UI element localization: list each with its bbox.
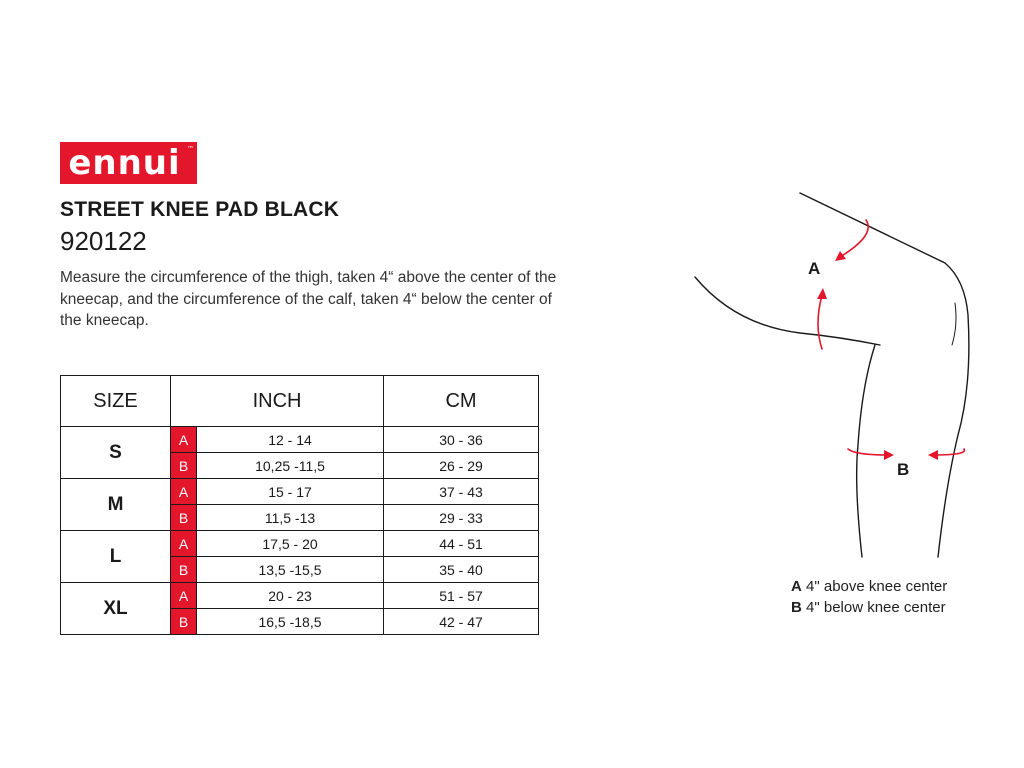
size-cell: XL — [61, 583, 171, 635]
arrow-a-top — [840, 220, 868, 257]
inch-cell: 11,5 -13 — [197, 505, 384, 531]
table-row — [61, 531, 539, 557]
measure-label-a: A — [171, 531, 197, 557]
size-cell: L — [61, 531, 171, 583]
header-cm: CM — [384, 376, 539, 427]
table-header-row — [61, 376, 539, 427]
cm-cell: 42 - 47 — [384, 609, 539, 635]
cm-cell: 30 - 36 — [384, 427, 539, 453]
measure-instructions: Measure the circumference of the thigh, taken 4“ above the center of the kneecap, and the circumference of the calf, taken 4“ below the center of the kneecap. — [60, 269, 557, 329]
inch-cell: 15 - 17 — [197, 479, 384, 505]
legend-text-a: 4" above knee center — [806, 578, 948, 595]
inch-cell: 17,5 - 20 — [197, 531, 384, 557]
arrow-b-left — [848, 449, 888, 455]
knee-measurement-diagram — [690, 185, 990, 575]
diagram-label-b: B — [897, 460, 910, 479]
measure-label-b: B — [171, 609, 197, 635]
measure-label-b: B — [171, 453, 197, 479]
size-cell: S — [61, 427, 171, 479]
size-chart-table — [60, 375, 539, 635]
arrow-a-bottom — [818, 295, 822, 349]
arrow-b-right — [934, 449, 964, 455]
legend-letter-b: B — [791, 599, 802, 616]
inch-cell: 13,5 -15,5 — [197, 557, 384, 583]
inch-cell: 12 - 14 — [197, 427, 384, 453]
inch-cell: 10,25 -11,5 — [197, 453, 384, 479]
header-inch: INCH — [171, 376, 384, 427]
measure-label-a: A — [171, 427, 197, 453]
diagram-label-a: A — [808, 259, 821, 278]
cm-cell: 37 - 43 — [384, 479, 539, 505]
measure-label-b: B — [171, 557, 197, 583]
cm-cell: 35 - 40 — [384, 557, 539, 583]
legend-letter-a: A — [791, 578, 802, 595]
legend-text-b: 4" below knee center — [806, 599, 946, 616]
kneecap-outline — [952, 303, 956, 345]
measure-legend — [791, 576, 947, 618]
measure-label-b: B — [171, 505, 197, 531]
measure-label-a: A — [171, 583, 197, 609]
product-code: 920122 — [60, 226, 147, 256]
legend-item-a — [791, 576, 947, 597]
arrow-a-top-head — [835, 251, 846, 261]
header-size: SIZE — [61, 376, 171, 427]
inch-cell: 16,5 -18,5 — [197, 609, 384, 635]
thigh-bottom-outline — [695, 277, 880, 345]
brand-logo — [60, 142, 197, 184]
trademark-mark: ™ — [187, 145, 194, 153]
thigh-top-outline — [800, 193, 969, 557]
size-cell: M — [61, 479, 171, 531]
inch-cell: 20 - 23 — [197, 583, 384, 609]
table-row — [61, 479, 539, 505]
cm-cell: 26 - 29 — [384, 453, 539, 479]
table-row — [61, 583, 539, 609]
calf-outline — [857, 345, 875, 557]
arrow-a-bottom-head — [817, 288, 827, 299]
cm-cell: 44 - 51 — [384, 531, 539, 557]
arrow-b-right-head — [928, 450, 938, 460]
brand-name: ennui — [68, 143, 181, 183]
cm-cell: 29 - 33 — [384, 505, 539, 531]
cm-cell: 51 - 57 — [384, 583, 539, 609]
table-row — [61, 427, 539, 453]
legend-item-b — [791, 597, 947, 618]
measure-label-a: A — [171, 479, 197, 505]
product-title: STREET KNEE PAD BLACK — [60, 198, 340, 221]
arrow-b-left-head — [884, 450, 894, 460]
